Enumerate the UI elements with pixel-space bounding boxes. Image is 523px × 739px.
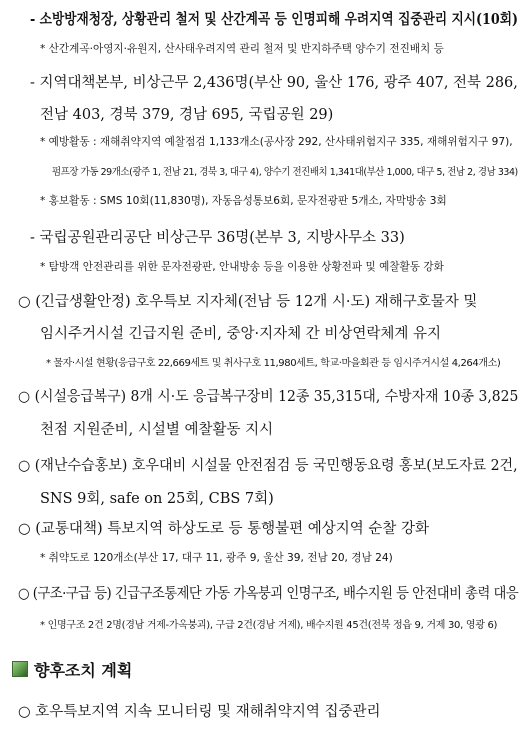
note-publicity: * 홍보활동 : SMS 10회(11,830명), 자동음성통보6회, 문자전광판 5개소, 자막방송 3회 [40, 195, 447, 207]
line-fire-agency-head: - 소방방재청장, 상황관리 철저 및 산간계곡 등 인명피해 우려지역 집중관리 지시(10회) [30, 11, 518, 28]
item-rescue: ○ (구조·구급 등) 긴급구조통제단 가동 가옥붕괴 인명구조, 배수지원 등 안전대비 총력 대응 [18, 586, 519, 602]
item-emergency-living: ○ (긴급생활안정) 호우특보 지자체(전남 등 12개 시·도) 재해구호물자 및 [18, 294, 478, 310]
section-title-future-plan: 향후조치 계획 [34, 661, 133, 680]
item-emergency-living-cont: 임시주거시설 긴급지원 준비, 중앙·지자체 간 비상연락체계 유지 [40, 326, 442, 342]
item-facility-recovery: ○ (시설응급복구) 8개 시·도 응급복구장비 12종 35,315대, 수방자재 10종 3,825 [18, 389, 519, 405]
line-regional-hq-cont: 전남 403, 경북 379, 경남 695, 국립공원 29) [40, 107, 334, 123]
note-relief-supplies: * 물자·시설 현황(응급구호 22,669세트 및 취사구호 11,980세트, 학교·마을회관 등 임시주거시설 4,264개소) [46, 358, 501, 369]
note-vulnerable-roads: * 취약도로 120개소(부산 17, 대구 11, 광주 9, 울산 39, 전남 20, 경남 24) [40, 552, 393, 564]
item-facility-recovery-cont: 천점 지원준비, 시설별 예찰활동 지시 [40, 422, 274, 438]
note-visitor-safety: * 탐방객 안전관리를 위한 문자전광판, 안내방송 등을 이용한 상황전파 및 예찰활동 강화 [40, 261, 444, 273]
line-national-parks: - 국립공원관리공단 비상근무 36명(본부 3, 지방사무소 33) [30, 230, 405, 246]
item-monitoring: ○ 호우특보지역 지속 모니터링 및 재해취약지역 집중관리 [18, 704, 381, 720]
note-valley-management: * 산간계곡·아영지·유원지, 산사태우려지역 관리 철저 및 반지하주택 양수기 전진배치 등 [40, 43, 444, 55]
item-disaster-publicity: ○ (재난수습홍보) 호우대비 시설물 안전점검 등 국민행동요령 홍보(보도자료 2건, [18, 458, 518, 474]
line-regional-hq: - 지역대책본부, 비상근무 2,436명(부산 90, 울산 176, 광주 407, 전북 286, [30, 75, 518, 91]
item-traffic-measures: ○ (교통대책) 특보지역 하상도로 등 통행불편 예상지역 순찰 강화 [18, 521, 430, 537]
item-disaster-publicity-cont: SNS 9회, safe on 25회, CBS 7회) [40, 491, 274, 507]
note-prevention: * 예방활동 : 재해취약지역 예찰점검 1,133개소(공사장 292, 산사태위험지구 335, 재해위험지구 97), [40, 136, 513, 148]
note-rescue-details: * 인명구조 2건 2명(경남 거제-가옥붕괴), 구급 2건(경남 거제), 배수지원 45건(전북 정읍 9, 거제 30, 영광 6) [40, 620, 498, 631]
section-marker-icon [12, 661, 28, 677]
note-prevention-cont: 펌프장 가동 29개소(광주 1, 전남 21, 경북 3, 대구 4), 양수기 전진배치 1,341대(부산 1,000, 대구 5, 전남 2, 경남 334) [52, 167, 518, 178]
